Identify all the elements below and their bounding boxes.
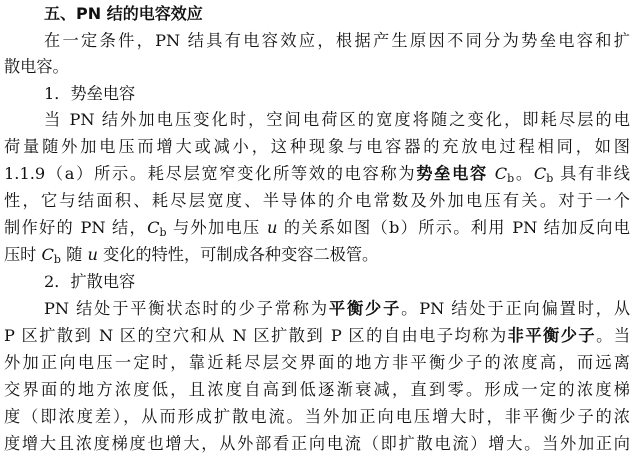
symbol-u: u [87,245,98,264]
diffusion-para-line-4: 交界面的地方浓度低，且浓度自高到低逐渐衰减，直到零。形成一定的浓度梯 [4,380,630,399]
term-barrier-capacitance: 势垒电容 [416,164,488,183]
barrier-para-line-1: 当 PN 结外加电压变化时，空间电荷区的宽度将随之变化，即耗尽层的电 [44,110,630,129]
text-fragment: 1.1.9（a）所示。耗尽层宽窄变化所等效的电容称为 [4,164,417,183]
symbol-c: C [41,245,54,264]
subscript-b: b [53,253,61,266]
term-equilibrium-minority-carriers: 平衡少子 [328,299,402,318]
diffusion-para-line-3: 外加正向电压一定时，靠近耗尽层交界面的地方非平衡少子的浓度高，而远离 [4,353,630,372]
barrier-para-line-5 [4,215,630,241]
text-fragment: 变化的特性，可制成各种变容二极管。 [97,245,379,264]
barrier-para-line-3 [4,161,630,187]
barrier-para-line-4: 性，它与结面积、耗尽层宽度、半导体的介电常数及外加电压有关。对于一个 [4,191,630,210]
subscript-b: b [546,172,554,185]
diffusion-para-line-5: 度（即浓度差），从而形成扩散电流。当外加正向电压增大时，非平衡少子的浓 [4,407,630,426]
symbol-c: C [533,164,547,183]
intro-line-1: 在一定条件，PN 结具有电容效应，根据产生原因不同分为势垒电容和扩 [44,31,630,50]
intro-line-2: 散电容。 [4,57,69,76]
symbol-u: u [267,218,278,237]
text-fragment: 。PN 结处于正向偏置时，从 [401,299,630,318]
section-title: 五、PN 结的电容效应 [44,4,203,23]
text-fragment: P 区扩散到 N 区的空穴和从 N 区扩散到 P 区的自由电子均称为 [4,326,508,345]
text-fragment: 随 [60,245,88,264]
subscript-b: b [507,172,515,185]
diffusion-para-line-1 [44,296,630,322]
text-fragment: 。 [514,164,534,183]
barrier-para-line-6 [4,242,630,268]
diffusion-para-line-6: 度增大且浓度梯度也增大，从外部看正向电流（即扩散电流）增大。当外加正向 [4,434,630,453]
text-fragment: 。当 [596,326,630,345]
text-fragment: 具有非线 [553,164,630,183]
symbol-c: C [147,218,160,237]
text-fragment: 的关系如图（b）所示。利用 PN 结加反向电 [277,218,630,237]
symbol-c: C [494,164,508,183]
subheading-barrier-capacitance: 1．势垒电容 [44,84,136,103]
text-fragment: 制作好的 PN 结， [4,218,148,237]
text-fragment: 与外加电压 [166,218,268,237]
barrier-para-line-2: 荷量随外加电压而增大或减小，这种现象与电容器的充放电过程相同，如图 [4,137,630,156]
term-nonequilibrium-minority-carriers: 非平衡少子 [507,326,597,345]
text-fragment: PN 结处于平衡状态时的少子常称为 [44,299,329,318]
diffusion-para-line-2 [4,323,630,349]
subheading-diffusion-capacitance: 2．扩散电容 [44,272,136,291]
text-fragment: 压时 [4,245,42,264]
subscript-b: b [159,226,167,239]
